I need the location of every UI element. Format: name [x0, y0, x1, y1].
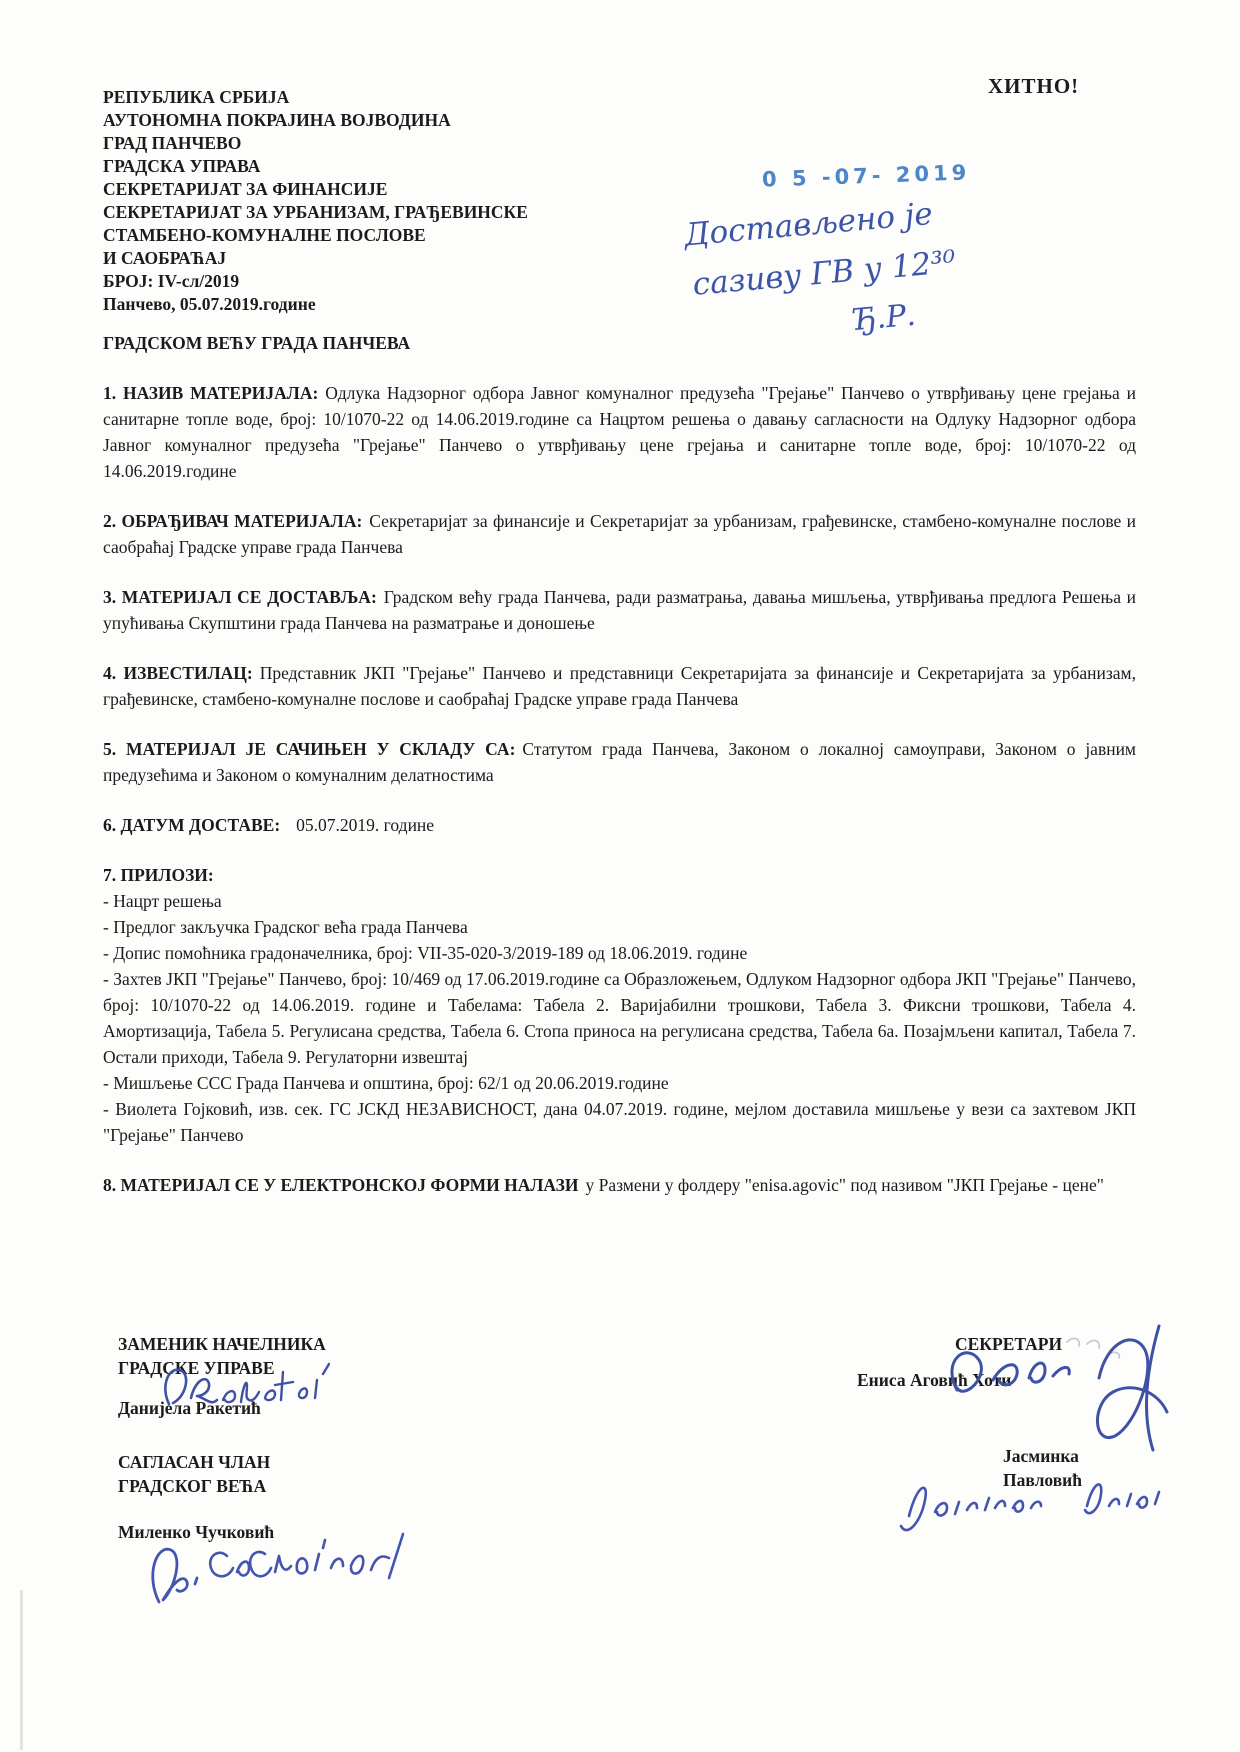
- letterhead-line: СТАМБЕНО-КОМУНАЛНЕ ПОСЛОВЕ: [103, 225, 426, 245]
- attachment-item: - Захтев ЈКП "Грејање" Панчево, број: 10/469 од 17.06.2019.године са Образложењем, Одлуком Надзорног одбора ЈКП "Грејање" Панчево, број: 10/1070-22 од 14.06.2019. године и Табелама: Табела 2. Варијабилни трошкови, Табела 3. Фиксни трошкови, Табела 4. Амортизација, Табела 5. Регулисана средства, Табела 6. Стопа приноса на регулисана средства, Табела 6а. Позајмљени капитал, Табела 7. Остали приходи, Табела 9. Регулаторни извештај: [103, 969, 1136, 1067]
- section-3-text: Градском већу града Панчева, ради разматрања, давања мишљења, утврђивања предлога Решења и упућивања Скупштини града Панчева на разматрање и доношење: [103, 587, 1137, 633]
- section-8-label: 8. МАТЕРИЈАЛ СЕ У ЕЛЕКТРОНСКОЈ ФОРМИ НАЛАЗИ: [103, 1175, 579, 1195]
- section-4: [103, 660, 1136, 712]
- section-8-text: у Размени у фолдеру "enisa.agovic" под називом "ЈКП Грејање - цене": [585, 1175, 1104, 1195]
- section-6-label: 6. ДАТУМ ДОСТАВЕ:: [103, 815, 281, 835]
- handwritten-note-line: сазиву ГВ у 12³⁰: [691, 244, 958, 303]
- section-1-label: 1. НАЗИВ МАТЕРИЈАЛА:: [103, 383, 319, 403]
- section-3-label: 3. МАТЕРИЈАЛ СЕ ДОСТАВЉА:: [103, 587, 377, 607]
- letterhead-line: АУТОНОМНА ПОКРАЈИНА ВОЈВОДИНА: [103, 110, 451, 130]
- urgent-label: ХИТНО!: [988, 74, 1080, 98]
- signature-milenko-cuckovic-icon: [131, 1526, 441, 1626]
- section-6-text: 05.07.2019. године: [296, 815, 435, 835]
- section-5-label: 5. МАТЕРИЈАЛ ЈЕ САЧИЊЕН У СКЛАДУ СА:: [103, 739, 516, 759]
- letterhead-line: И САОБРАЋАЈ: [103, 248, 227, 268]
- secretaries-title: СЕКРЕТАРИ: [955, 1334, 1063, 1354]
- signature-area: [103, 1332, 1136, 1662]
- handwritten-initials: Ђ.Р.: [850, 297, 918, 339]
- letterhead-line: БРОЈ: IV-сл/2019: [103, 271, 240, 291]
- signature-jasminka-pavlovic-icon: [891, 1470, 1171, 1550]
- letterhead-line: РЕПУБЛИКА СРБИЈА: [103, 87, 290, 107]
- section-2: [103, 508, 1136, 560]
- letterhead-line: ГРАДСКА УПРАВА: [103, 156, 261, 176]
- section-4-label: 4. ИЗВЕСТИЛАЦ:: [103, 663, 253, 683]
- attachment-item: - Виолета Гојковић, изв. сек. ГС ЈСКД НЕЗАВИСНОСТ, дана 04.07.2019. године, мејлом доставила мишљење у вези са захтевом ЈКП "Грејање" Панчево: [103, 1099, 1136, 1145]
- council-member-title-2: ГРАДСКОГ ВЕЋА: [118, 1476, 267, 1496]
- date-stamp: 0 5 -07- 2019: [761, 160, 971, 192]
- deputy-head-title-2: ГРАДСКЕ УПРАВЕ: [118, 1358, 275, 1378]
- section-6: [103, 812, 1136, 838]
- council-member-title-1: САГЛАСАН ЧЛАН: [118, 1452, 271, 1472]
- letterhead-line: Панчево, 05.07.2019.године: [103, 294, 316, 314]
- section-1-text: Одлука Надзорног одбора Јавног комуналног предузећа "Грејање" Панчево о утврђивању цене грејања и санитарне топле воде, број: 10/1070-22 од 14.06.2019.године са Нацртом решења о давању сагласности на Одлуку Надзорног одбора Јавног комуналног предузећа "Грејање" Панчево о утврђивању цене грејања и санитарне топле воде, број: 10/1070-22 од 14.06.2019.године: [103, 383, 1136, 481]
- letterhead-line: СЕКРЕТАРИЈАТ ЗА ФИНАНСИЈЕ: [103, 179, 388, 199]
- section-3: [103, 584, 1136, 636]
- secretary-1-name: Ениса Аговић Хоти: [857, 1370, 1012, 1390]
- attachment-item: - Предлог закључка Градског већа града Панчева: [103, 917, 468, 937]
- attachments-label: 7. ПРИЛОЗИ:: [103, 865, 214, 885]
- letterhead: [103, 86, 663, 316]
- council-member-name: Миленко Чучковић: [118, 1522, 275, 1542]
- section-5: [103, 736, 1136, 788]
- section-1: [103, 380, 1136, 484]
- document-body: [103, 330, 1136, 1198]
- letterhead-line: ГРАД ПАНЧЕВО: [103, 133, 242, 153]
- section-4-text: Представник ЈКП "Грејање" Панчево и представници Секретаријата за финансије и Секретаријата за урбанизам, грађевинске, стамбено-комуналне послове и саобраћај Градске управе града Панчева: [103, 663, 1137, 709]
- section-8: [103, 1172, 1136, 1198]
- letterhead-line: СЕКРЕТАРИЈАТ ЗА УРБАНИЗАМ, ГРАЂЕВИНСКЕ: [103, 202, 528, 222]
- section-5-text: Статутом града Панчева, Законом о локалној самоуправи, Законом о јавним предузећима и Законом о комуналним делатностима: [103, 739, 1137, 785]
- deputy-head-name: Данијела Ракетић: [118, 1398, 261, 1418]
- attachment-item: - Нацрт решења: [103, 891, 222, 911]
- section-2-text: Секретаријат за финансије и Секретаријат за урбанизам, грађевинске, стамбено-комуналне послове и саобраћај Градске управе града Панчева: [103, 511, 1136, 557]
- section-2-label: 2. ОБРАЂИВАЧ МАТЕРИЈАЛА:: [103, 511, 363, 531]
- secretary-2-name: Јасминка Павловић: [1003, 1446, 1082, 1490]
- scan-edge-artifact: [20, 1590, 23, 1750]
- attachment-item: - Допис помоћника градоначелника, број: VII-35-020-3/2019-189 од 18.06.2019. године: [103, 943, 748, 963]
- addressee: ГРАДСКОМ ВЕЋУ ГРАДА ПАНЧЕВА: [103, 333, 411, 353]
- attachment-item: - Мишљење ССС Града Панчева и општина, број: 62/1 од 20.06.2019.године: [103, 1073, 669, 1093]
- deputy-head-title-1: ЗАМЕНИК НАЧЕЛНИКА: [118, 1334, 326, 1354]
- handwritten-note-line: Достављено је: [682, 195, 935, 254]
